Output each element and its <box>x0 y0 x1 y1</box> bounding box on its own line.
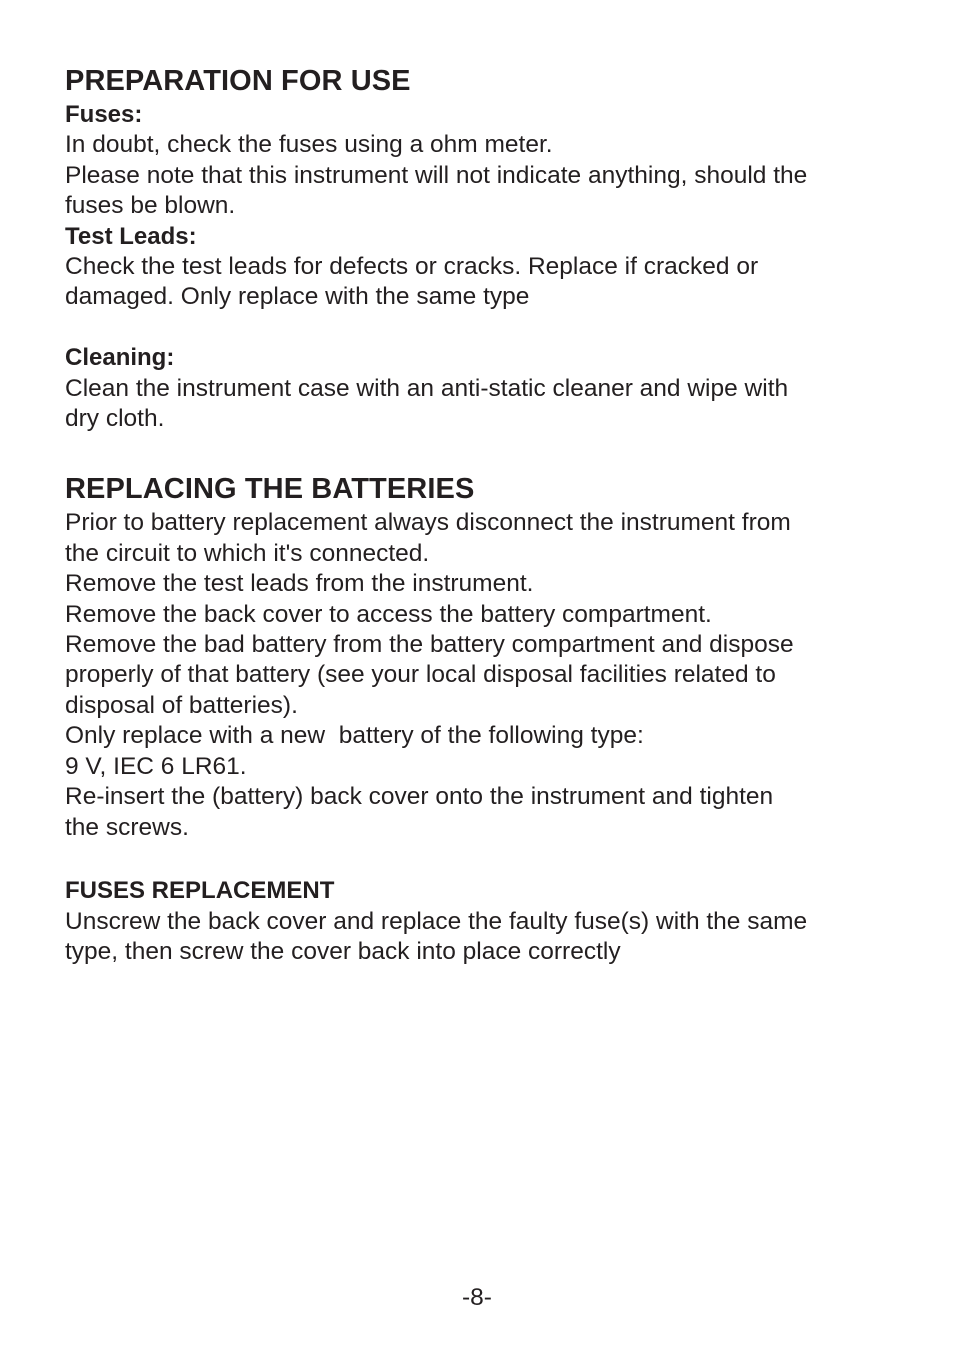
paragraph-line: Clean the instrument case with an anti-static cleaner and wipe with <box>65 374 789 402</box>
paragraph-line: Check the test leads for defects or cracks. Replace if cracked or <box>65 253 759 281</box>
paragraph-line: Unscrew the back cover and replace the faulty fuse(s) with the same <box>65 907 808 935</box>
document-page <box>65 62 905 968</box>
paragraph-line: In doubt, check the fuses using a ohm meter. <box>65 131 553 159</box>
spacer <box>65 434 905 470</box>
paragraph-line: the circuit to which it's connected. <box>65 539 430 567</box>
paragraph-line: disposal of batteries). <box>65 691 298 719</box>
spacer <box>65 843 905 873</box>
paragraph-line: Only replace with a new battery of the following type: <box>65 722 644 750</box>
section-title-batteries: REPLACING THE BATTERIES <box>65 473 475 506</box>
paragraph-line: Re-insert the (battery) back cover onto the instrument and tighten <box>65 783 774 811</box>
subsection-heading-fuses: Fuses: <box>65 101 143 128</box>
paragraph-line: fuses be blown. <box>65 192 236 220</box>
page-number: -8- <box>462 1284 492 1311</box>
paragraph-line: Prior to battery replacement always disconnect the instrument from <box>65 509 791 537</box>
paragraph-line: Remove the test leads from the instrument. <box>65 570 534 598</box>
subsection-heading-test-leads: Test Leads: <box>65 222 197 250</box>
paragraph-line: Remove the bad battery from the battery compartment and dispose <box>65 631 794 659</box>
paragraph-line: type, then screw the cover back into place correctly <box>65 938 621 966</box>
paragraph-line: damaged. Only replace with the same type <box>65 283 530 311</box>
section-title-fuses-replacement: FUSES REPLACEMENT <box>65 876 335 904</box>
paragraph-line: properly of that battery (see your local disposal facilities related to <box>65 661 776 689</box>
paragraph-line: the screws. <box>65 813 189 841</box>
paragraph-line: Please note that this instrument will not indicate anything, should the <box>65 161 808 189</box>
paragraph-line: dry cloth. <box>65 405 165 433</box>
paragraph-line: Remove the back cover to access the battery compartment. <box>65 600 712 628</box>
paragraph-line: 9 V, IEC 6 LR61. <box>65 752 247 780</box>
subsection-heading-cleaning: Cleaning: <box>65 344 175 372</box>
section-title-preparation: PREPARATION FOR USE <box>65 65 411 97</box>
spacer <box>65 313 905 343</box>
